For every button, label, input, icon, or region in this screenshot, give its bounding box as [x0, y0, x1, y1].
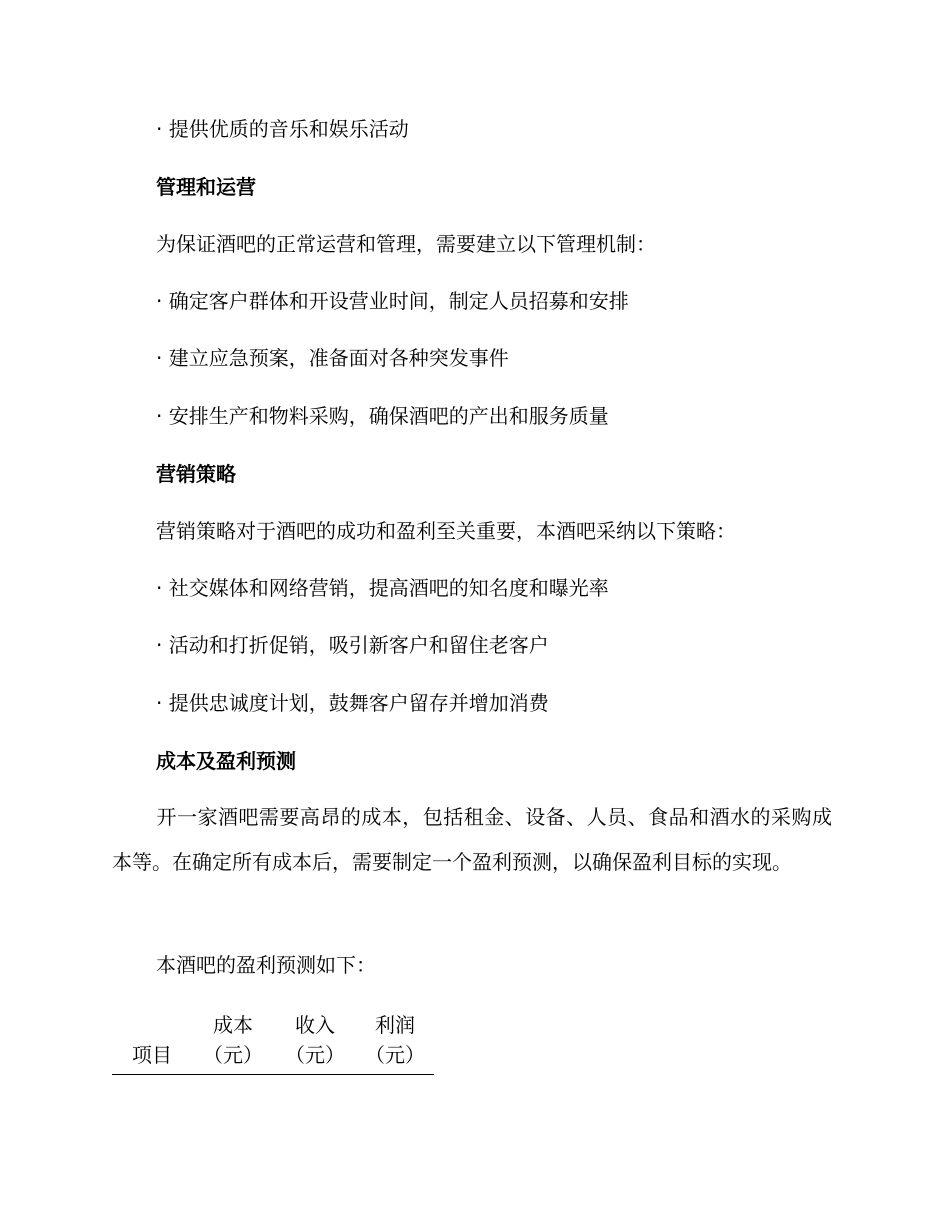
management-item: · 安排生产和物料采购，确保酒吧的产出和服务质量 [156, 404, 609, 428]
marketing-item: · 活动和打折促销，吸引新客户和留住老客户 [156, 633, 549, 657]
marketing-item: · 社交媒体和网络营销，提高酒吧的知名度和曝光率 [156, 576, 609, 600]
management-item: · 确定客户群体和开设营业时间，制定人员招募和安排 [156, 289, 629, 313]
table-intro: 本酒吧的盈利预测如下： [156, 953, 376, 977]
cost-paragraph: 开一家酒吧需要高昂的成本，包括租金、设备、人员、食品和酒水的采购成本等。在确定所有成本后，需要制定一个盈利预测，以确保盈利目标的实现。 [112, 805, 832, 874]
header-cost: 成本（元） [192, 1010, 274, 1075]
marketing-item: · 提供忠诚度计划，鼓舞客户留存并增加消费 [156, 691, 549, 715]
management-item: · 建立应急预案，准备面对各种突发事件 [156, 346, 509, 370]
profit-forecast-table [112, 1010, 434, 1075]
top-bullet: · 提供优质的音乐和娱乐活动 [156, 117, 409, 141]
marketing-intro: 营销策略对于酒吧的成功和盈利至关重要，本酒吧采纳以下策略： [156, 519, 736, 543]
management-heading: 管理和运营 [156, 175, 256, 199]
cost-heading: 成本及盈利预测 [156, 749, 296, 773]
table-header-row [112, 1010, 434, 1075]
header-item: 项目 [112, 1010, 192, 1075]
header-revenue: 收入（元） [274, 1010, 356, 1075]
marketing-heading: 营销策略 [156, 462, 236, 486]
management-intro: 为保证酒吧的正常运营和管理，需要建立以下管理机制： [156, 232, 656, 256]
header-profit: 利润（元） [356, 1010, 434, 1075]
